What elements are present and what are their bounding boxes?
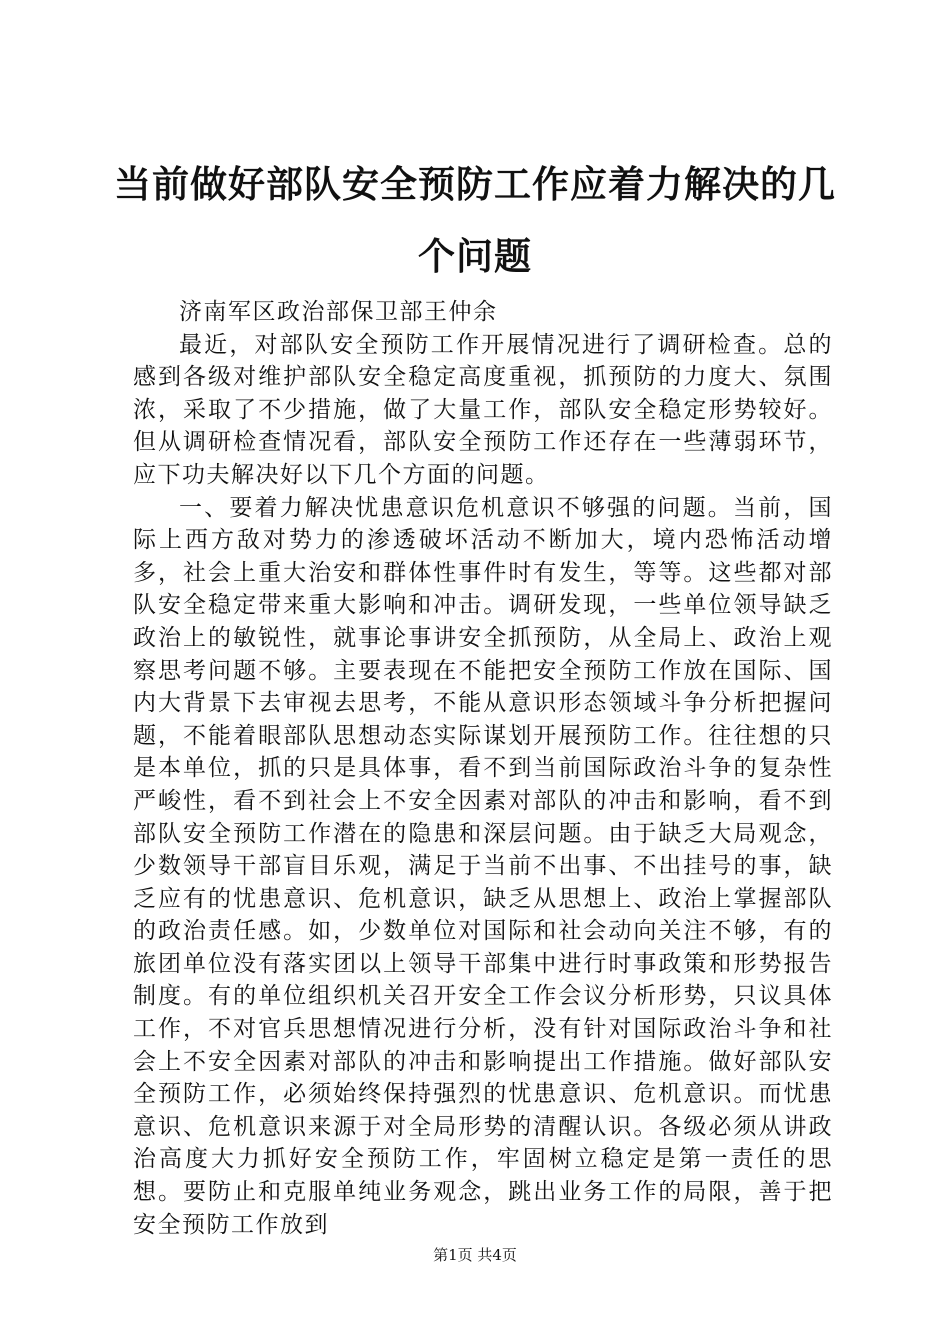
paragraph-intro: 最近，对部队安全预防工作开展情况进行了调研检查。总的感到各级对维护部队安全稳定高度重视，抓预防的力度大、氛围浓，采取了不少措施，做了大量工作，部队安全稳定形势较好。但从调研检查情况看，部队安全预防工作还存在一些薄弱环节，应下功夫解决好以下几个方面的问题。 (133, 331, 833, 488)
author-line: 济南军区政治部保卫部王仲余 (179, 299, 498, 325)
document-body (133, 296, 833, 1241)
document-title: 当前做好部队安全预防工作应着力解决的几个问题 (114, 162, 836, 278)
paragraph-section-one: 一、要着力解决忧患意识危机意识不够强的问题。当前，国际上西方敌对势力的渗透破坏活动不断加大，境内恐怖活动增多，社会上重大治安和群体性事件时有发生，等等。这些都对部队安全稳定带来重大影响和冲击。调研发现，一些单位领导缺乏政治上的敏锐性，就事论事讲安全抓预防，从全局上、政治上观察思考问题不够。主要表现在不能把安全预防工作放在国际、国内大背景下去审视去思考，不能从意识形态领域斗争分析把握问题，不能着眼部队思想动态实际谋划开展预防工作。往往想的只是本单位，抓的只是具体事，看不到当前国际政治斗争的复杂性严峻性，看不到社会上不安全因素对部队的冲击和影响，看不到部队安全预防工作潜在的隐患和深层问题。由于缺乏大局观念，少数领导干部盲目乐观，满足于当前不出事、不出挂号的事，缺乏应有的忧患意识、危机意识，缺乏从思想上、政治上掌握部队的政治责任感。如，少数单位对国际和社会动向关注不够，有的旅团单位没有落实团以上领导干部集中进行时事政策和形势报告制度。有的单位组织机关召开安全工作会议分析形势，只议具体工作，不对官兵思想情况进行分析，没有针对国际政治斗争和社会上不安全因素对部队的冲击和影响提出工作措施。做好部队安全预防工作，必须始终保持强烈的忧患意识、危机意识。而忧患意识、危机意识来源于对全局形势的清醒认识。各级必须从讲政治高度大力抓好安全预防工作，牢固树立稳定是第一责任的思想。要防止和克服单纯业务观念，跳出业务工作的局限，善于把安全预防工作放到 (133, 494, 833, 1238)
page-footer: 第1页 共4页 (433, 1246, 517, 1264)
